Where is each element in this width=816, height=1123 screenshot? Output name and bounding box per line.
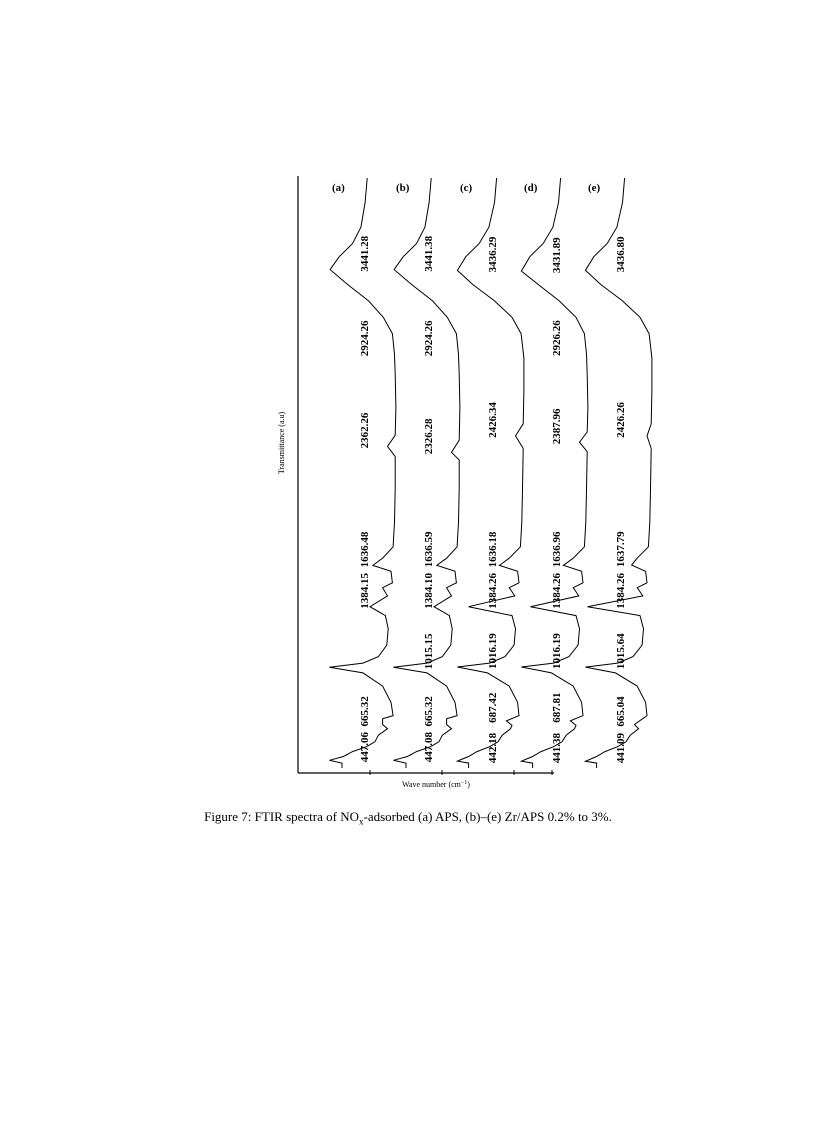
peak-label: 3436.80 (615, 236, 627, 273)
peak-label: 3441.28 (359, 235, 371, 272)
peak-label: 2426.34 (487, 402, 499, 438)
peak-label: 1015.15 (423, 633, 435, 670)
peak-label: 2924.26 (423, 320, 435, 357)
peak-label: 1016.19 (487, 633, 499, 669)
x-axis-label-sup: −1 (460, 780, 468, 786)
peak-label: 1384.26 (487, 572, 499, 609)
peak-label: 442.18 (487, 732, 499, 764)
peak-label: 3441.38 (423, 235, 435, 272)
x-axis-label-end: ) (467, 780, 470, 789)
peak-label: 1384.15 (359, 572, 371, 609)
peak-labels (359, 235, 627, 763)
series-label: (e) (588, 182, 601, 195)
peak-label: 1636.18 (487, 531, 499, 568)
peak-label: 2362.26 (359, 412, 371, 449)
peak-label: 1384.26 (615, 572, 627, 609)
x-axis-label (402, 780, 470, 789)
peak-label: 441.09 (615, 733, 627, 764)
caption-subscript: x (358, 816, 364, 827)
peak-label: 1636.48 (359, 531, 371, 568)
peak-label: 3431.89 (551, 237, 563, 274)
peak-label: 447.06 (359, 732, 371, 763)
peak-label: 1015.64 (615, 633, 627, 670)
peak-label: 665.04 (615, 696, 627, 727)
peak-label: 1636.59 (423, 531, 435, 568)
peak-label: 1384.26 (551, 572, 563, 609)
peak-label: 447.08 (423, 732, 435, 763)
x-axis-label-main: Wave number (cm (402, 780, 461, 789)
series-label: (a) (332, 182, 345, 195)
y-axis-label: Transmittance (a.u) (277, 411, 286, 475)
series-label: (b) (396, 182, 410, 195)
series-label: (d) (524, 182, 538, 195)
peak-label: 2924.26 (359, 320, 371, 357)
peak-label: 1636.96 (551, 531, 563, 568)
peak-label: 687.81 (551, 692, 563, 723)
caption-suffix: -adsorbed (a) APS, (b)–(e) Zr/APS 0.2% to 3%. (363, 809, 612, 824)
peak-label: 2387.96 (551, 408, 563, 445)
peak-label: 2926.26 (551, 320, 563, 356)
peak-label: 2326.28 (423, 418, 435, 455)
series-label: (c) (460, 182, 473, 195)
peak-label: 1384.10 (423, 572, 435, 609)
peak-label: 2426.26 (615, 402, 627, 438)
peak-label: 687.42 (487, 692, 499, 723)
peak-label: 441.38 (551, 732, 563, 764)
caption-prefix: Figure 7: FTIR spectra of NO (204, 809, 359, 824)
peak-label: 665.32 (423, 696, 435, 727)
peak-label: 1016.19 (551, 633, 563, 669)
peak-label: 3436.29 (487, 236, 499, 273)
peak-label: 1637.79 (615, 531, 627, 568)
figure-caption (0, 809, 816, 827)
peak-label: 665.32 (359, 696, 371, 727)
